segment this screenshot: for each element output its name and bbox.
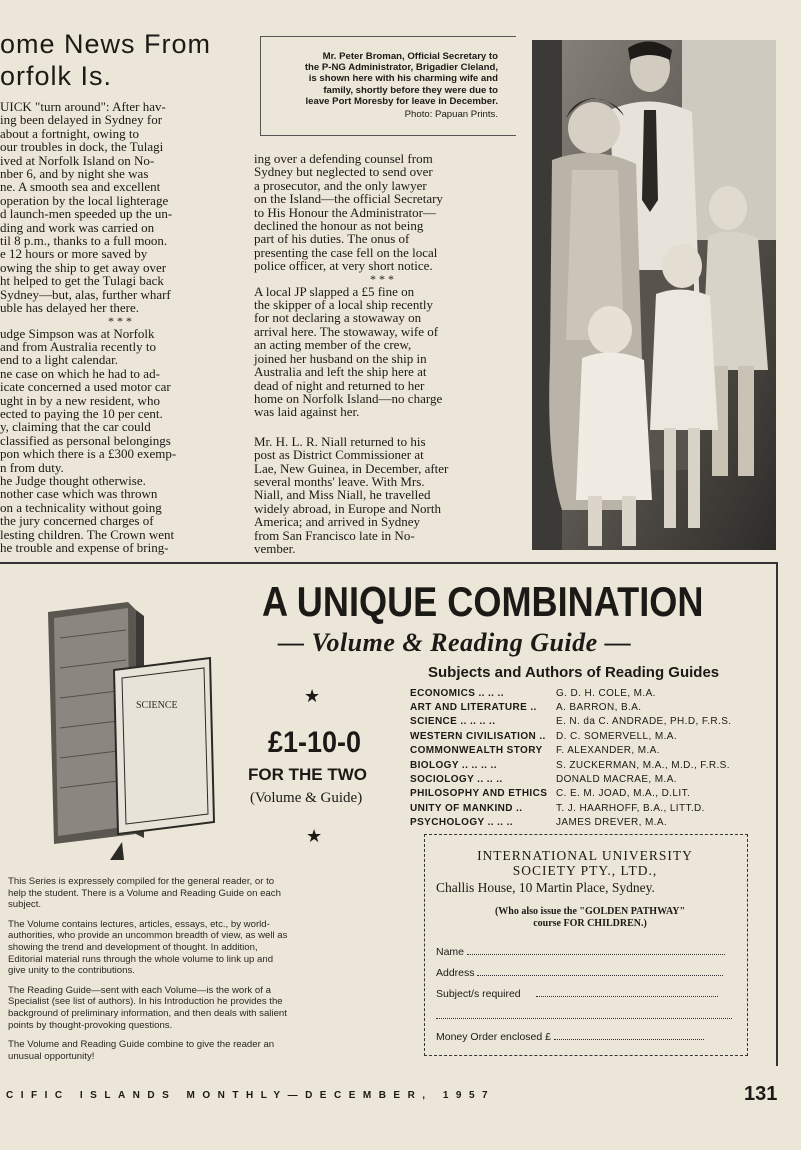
- photo-caption: Mr. Peter Broman, Official Secretary to the P-NG Administrator, Brigadier Cleland, is shown here with his charming wife and family, shortly before they were due to leave Port Moresby for leave in December.: [304, 51, 498, 107]
- paragraph: udge Simpson was at Norfolk and from Australia recently to end to a light calendar. ne case on which he had to ad- icate concerned a used motor car ught in by a new resident, who ected to paying the 10 per cent. y, claiming that the car could classified as personal belongings pon which there is a £300 exemp- n from duty. he Judge thought otherwise. nother case which was thrown on a technicality without going the jury concerned charges of lesting children. The Crown went he trouble and expense of bring-: [0, 325, 177, 555]
- book-illustration: [40, 598, 220, 870]
- subject-name: UNITY OF MANKIND ..: [410, 802, 523, 814]
- photo-caption-box: [260, 36, 516, 136]
- subject-name: ART AND LITERATURE ..: [410, 702, 537, 714]
- subject-row: [410, 700, 770, 714]
- description-paragraph: The Volume contains lectures, articles, essays, etc., by world- authorities, who provide an uncommon breadth of view, as well as showing the trend and development of thought. In addition, Editorial material runs through the whole volume to link up and give unity to the contributions.: [8, 918, 288, 977]
- subject-author: DONALD MACRAE, M.A.: [556, 774, 677, 786]
- subject-row: [410, 729, 770, 743]
- description-paragraph: The Reading Guide—sent with each Volume—is the work of a Specialist (see list of authors). In his Introduction he provides the background of preliminary information, and then deals with salient points by thought-provoking questions.: [8, 984, 287, 1031]
- subjects-field[interactable]: [436, 988, 718, 1000]
- subject-author: JAMES DREVER, M.A.: [556, 817, 668, 829]
- money-order-label: Money Order enclosed £: [436, 1031, 551, 1043]
- price-qualifier: FOR THE TWO: [248, 765, 367, 784]
- subjects-field-label: Subject/s required: [436, 988, 521, 1000]
- article-middle-column: [254, 152, 510, 555]
- paragraph: UICK "turn around": After hav- ing been delayed in Sydney for about a fortnight, owing to our troubles in dock, the Tulagi ived at Norfolk Island on No- nber 6, and by night she was ne. A smooth sea and excellent operation by the local lighterage d launch-men speeded up the un- ding and work was carried on til 8 p.m., thanks to a full moon. e 12 hours or more saved by owing the ship to get away over ht helped to get the Tulagi back Sydney—but, alas, further wharf uble has delayed her there.: [0, 99, 173, 316]
- subjects-heading: Subjects and Authors of Reading Guides: [428, 664, 720, 681]
- subject-author: A. BARRON, B.A.: [556, 702, 642, 714]
- subject-author: D. C. SOMERVELL, M.A.: [556, 730, 678, 742]
- subject-name: SOCIOLOGY .. .. ..: [410, 774, 503, 786]
- subject-name: PHILOSOPHY AND ETHICS: [410, 788, 548, 800]
- section-divider: * * *: [370, 271, 394, 286]
- paragraph: ing over a defending counsel from Sydney but neglected to send over a prosecutor, and the only lawyer on the Island—the official Secretary to His Honour the Administrator— declined the honour as not being part of his duties. The onus of presenting the case fell on the local police officer, at very short notice.: [254, 151, 443, 274]
- subject-name: COMMONWEALTH STORY: [410, 745, 543, 757]
- description-paragraph: This Series is expressely compiled for the general reader, or to help the student. There is a Volume and Reading Guide on each subject.: [8, 876, 281, 911]
- subject-row: [410, 744, 770, 758]
- subject-row: [410, 686, 770, 700]
- subject-author: C. E. M. JOAD, M.A., D.LIT.: [556, 788, 691, 800]
- subject-author: T. J. HAARHOFF, B.A., LITT.D.: [556, 802, 705, 814]
- subjects-field-continued[interactable]: [436, 1010, 732, 1022]
- subjects-field-line-2[interactable]: [436, 1018, 732, 1019]
- page-number: 131: [744, 1083, 778, 1105]
- coupon-address: Challis House, 10 Martin Place, Sydney.: [436, 880, 655, 895]
- price-note: (Volume & Guide): [250, 790, 363, 806]
- book-spine-label: SCIENCE: [136, 700, 178, 711]
- photo-credit: Photo: Papuan Prints.: [404, 109, 498, 121]
- subject-row: [410, 772, 770, 786]
- article-left-column: [0, 100, 240, 554]
- subject-author: S. ZUCKERMAN, M.A., M.D., F.R.S.: [556, 759, 730, 771]
- subject-row: [410, 758, 770, 772]
- name-field[interactable]: [436, 946, 725, 958]
- subject-name: ECONOMICS .. .. ..: [410, 687, 504, 699]
- paragraph: A local JP slapped a £5 fine on the skipper of a local ship recently for not declaring a stowaway on arrival here. The stowaway, wife of an acting member of the crew, joined her husband on the ship in Australia and left the ship here at dead of night and returned to her home on Norfolk Island—no charge was laid against her.: [254, 283, 443, 420]
- subject-name: PSYCHOLOGY .. .. ..: [410, 817, 513, 829]
- address-field-line[interactable]: [477, 975, 723, 976]
- subject-name: WESTERN CIVILISATION ..: [410, 730, 546, 742]
- name-field-line[interactable]: [467, 954, 725, 955]
- coupon-company-name: INTERNATIONAL UNIVERSITY SOCIETY PTY., LTD.,: [477, 848, 693, 878]
- advert-subtitle: — Volume & Reading Guide —: [278, 628, 632, 657]
- address-field[interactable]: [436, 967, 723, 979]
- subjects-field-line[interactable]: [536, 996, 718, 997]
- article-headline: ome News From orfolk Is.: [0, 29, 212, 91]
- subject-row: [410, 801, 770, 815]
- running-footer: CIFIC ISLANDS MONTHLY—DECEMBER, 1957: [6, 1090, 496, 1101]
- advert-description: [8, 876, 392, 1070]
- money-order-line[interactable]: [554, 1039, 704, 1040]
- subject-row: [410, 787, 770, 801]
- name-field-label: Name: [436, 946, 465, 958]
- money-order-field[interactable]: [436, 1031, 704, 1043]
- coupon-also-issue: (Who also issue the "GOLDEN PATHWAY" course FOR CHILDREN.): [494, 906, 686, 929]
- price: £1-10-0: [268, 726, 362, 759]
- star-icon: ★: [306, 826, 323, 846]
- subjects-authors-table: [410, 686, 770, 830]
- section-divider: * * *: [108, 313, 132, 328]
- subject-row: [410, 715, 770, 729]
- family-photo: [532, 40, 776, 550]
- subject-name: SCIENCE .. .. .. ..: [410, 716, 496, 728]
- paragraph: Mr. H. L. R. Niall returned to his post as District Commissioner at Lae, New Guinea, in December, after several months' leave. With Mrs. Niall, and Miss Niall, he travelled widely abroad, in Europe and North America; and arrived in Sydney from San Francisco late in No- vember.: [254, 433, 449, 556]
- subject-row: [410, 816, 770, 830]
- subject-name: BIOLOGY .. .. .. ..: [410, 759, 497, 771]
- description-paragraph: The Volume and Reading Guide combine to give the reader an unusual opportunity!: [8, 1039, 275, 1062]
- subject-author: F. ALEXANDER, M.A.: [556, 745, 660, 757]
- advert-headline: A UNIQUE COMBINATION: [262, 578, 704, 625]
- subject-author: G. D. H. COLE, M.A.: [556, 687, 656, 699]
- subject-author: E. N. da C. ANDRADE, PH.D, F.R.S.: [556, 716, 732, 728]
- star-icon: ★: [304, 686, 321, 706]
- address-field-label: Address: [436, 967, 475, 979]
